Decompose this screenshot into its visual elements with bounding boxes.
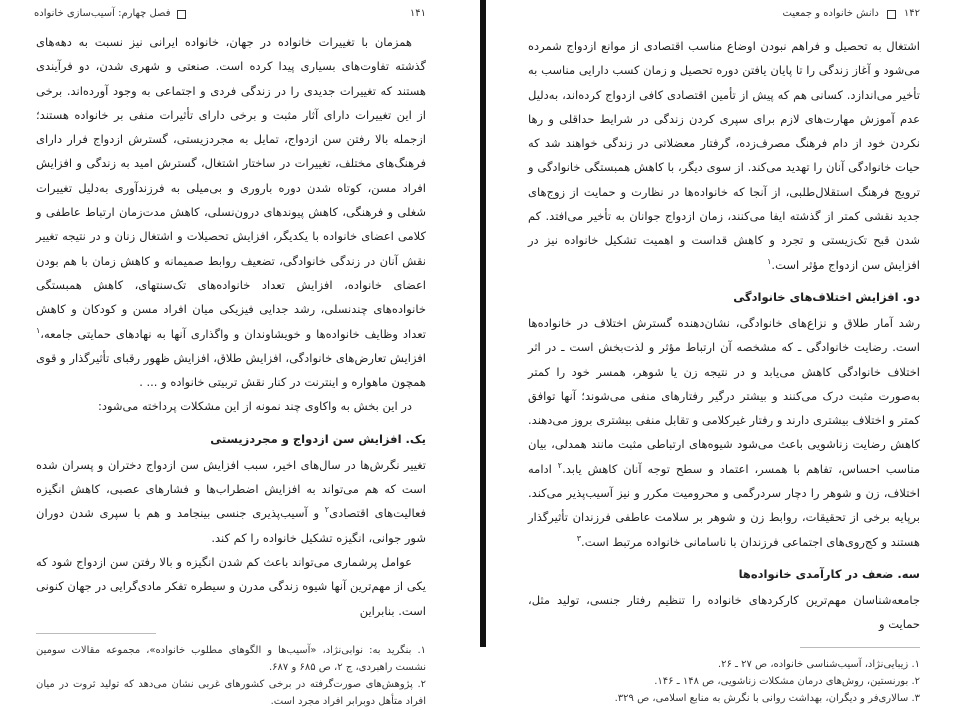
- left-running-head: فصل چهارم: آسیب‌سازی خانواده: [34, 8, 171, 19]
- right-running-head: دانش خانواده و جمعیت: [782, 8, 879, 19]
- right-paragraph-1: اشتغال به تحصیل و فراهم نبودن اوضاع مناسب اقتصادی از موانع ازدواج شمرده می‌شود و آغاز زندگی را تا پایان یافتن دوره تحصیل و زمان کسب دارایی مناسب به تأخیر می‌اندازد. کسانی هم که پیش از تأمین اقتصادی کافی ازدواج کرده‌اند، به‌دلیل عدم آموزش مهارت‌های لازم برای سپری کردن زندگی در شرایط حداقلی و رها نکردن خود از دام فرهنگ مصرف‌زده، گرفتار معضلاتی در زندگی خواهند شد که حیات خانوادگی آنان را تهدید می‌کند. از سوی دیگر، با کاهش همبستگی خانوادگی و ترویج فرهنگ استقلال‌طلبی، از آنجا که خانواده‌ها در نظارت و حمایت از زوج‌های جدید نقشی کمتر از گذشته ایفا می‌کنند، زمان ازدواج جوانان به تأخیر می‌افتد. کم شدن قبح تک‌زیستی و تجرد و کاهش قداست و اهمیت تشکیل خانواده نیز در افزایش سن ازدواج مؤثر است.$^۱$: [528, 39, 920, 272]
- right-footnote-1: ۱. زیبایی‌نژاد، آسیب‌شناسی خانواده، ص ۲۷ ـ ۲۶.: [717, 658, 920, 670]
- left-running-head-group: [34, 8, 186, 20]
- section-one-paragraph-2: عوامل پرشماری می‌تواند باعث کم شدن انگیزه و بالا رفتن سن ازدواج شود که یکی از مهم‌ترین آنها شیوه زندگی مدرن و سیطره تفکر مادی‌گرایی در جهان کنونی است. بنابراین: [36, 554, 426, 618]
- left-paragraph-1: همزمان با تغییرات خانواده در جهان، خانواده ایرانی نیز نسبت به دهه‌های گذشته تفاوت‌های بسیاری پیدا کرده است. صنعتی و شهری شدن، دو فرآیندی هستند که تغییرات جدیدی را در زندگی فردی و اجتماعی به وجود آورده‌اند. برخی از این تغییرات دارای آثار مثبت و برخی دارای تأثیرات منفی بر خانواده هستند؛ ازجمله بالا رفتن سن ازدواج، تمایل به مجردزیستی، گسترش ازدواج فرار دارای فرهنگ‌های مختلف، تغییرات در ساختار اشتغال، گسترش امید به زندگی و افزایش افراد مسن، کوتاه شدن دوره باروری و بی‌میلی به فرزندآوری به‌دلیل تغییرات شغلی و فرهنگی، کاهش پیوندهای درون‌نسلی، کاهش مدت‌زمان ارتباط عاطفی و کلامی اعضای خانواده با یکدیگر، افزایش تحصیلات و اشتغال زنان و در نتیجه تغییر نقش آنان در زندگی خانوادگی، تضعیف روابط صمیمانه و کاهش زمان با هم بودن اعضای خانواده، افزایش تعداد خانواده‌های تک‌سنتهای، کاهش همبستگی خانواده‌های چندنسلی، رشد جدایی فیزیکی میان افراد مسن و کودکان و کاهش تعداد وظایف خانواده‌ها و خویشاوندان و واگذاری آنها به نهادهای حمایتی جامعه،$^۱$ افزایش تعارض‌های خانوادگی، افزایش طلاق، افزایش ظهور رقبای تأثیرگذار و قوی همچون ماهواره و اینترنت در کنار نقش تربیتی خانواده و ... .: [36, 35, 426, 390]
- left-running-header: [34, 8, 426, 20]
- left-page-number: ۱۴۱: [409, 8, 426, 19]
- footnote-marker: ۳: [576, 533, 582, 543]
- left-footnote-1: ۱. بنگرید به: نوابی‌نژاد، «آسیب‌ها و الگوهای مطلوب خانواده»، مجموعه مقالات سومین نشست راهبردی، ج ۲، ص ۶۸۵ و ۶۸۷.: [36, 644, 426, 673]
- footnote-marker: ۱: [36, 325, 41, 335]
- footnote-marker: ۱: [767, 256, 772, 266]
- right-page-content: [528, 34, 920, 707]
- left-paragraph-2: در این بخش به واکاوی چند نمونه از این مشکلات پرداخته می‌شود:: [97, 399, 412, 414]
- section-three-paragraph: جامعه‌شناسان مهم‌ترین کارکردهای خانواده را تنظیم رفتار جنسی، تولید مثل، حمایت و: [528, 592, 920, 632]
- section-one-paragraph-1: تغییر نگرش‌ها در سال‌های اخیر، سبب افزایش سن ازدواج دختران و پسران شده است که هم می‌تواند به افزایش اضطراب‌ها و فشارهای عصبی، کاهش انگیزه فعالیت‌های اقتصادی$^۲$ و آسیب‌پذیری جنسی بینجامد و هم با سپری شدن دوران شور جوانی، انگیزه تشکیل خانواده را کم کند.: [36, 457, 426, 545]
- left-page-content: [36, 30, 426, 710]
- left-page: [0, 0, 480, 707]
- right-footnote-2: ۲. بورنستین، روش‌های درمان مشکلات زناشویی، ص ۱۴۸ ـ ۱۴۶.: [654, 675, 920, 687]
- footnote-divider: [800, 647, 920, 648]
- section-three-title: سه. ضعف در کارآمدی خانواده‌ها: [738, 566, 920, 581]
- right-running-header: [542, 8, 920, 20]
- header-square-icon: [887, 10, 896, 19]
- footnote-marker: ۲: [324, 505, 330, 515]
- header-square-icon: [177, 10, 186, 19]
- section-two-paragraph: رشد آمار طلاق و نزاع‌های خانوادگی، نشان‌دهنده گسترش اختلاف در خانواده‌ها است. رضایت خانوادگی ـ که مشخصه آن ارتباط مؤثر و لذت‌بخش است ـ در اثر اختلاف خانوادگی کاهش می‌یابد و در نتیجه زن یا شوهر، همسر خود را کمتر به‌صورت مثبت درک می‌کنند و بیشتر درگیر رفتارهای منفی می‌شوند؛ آنها توافق کمتر و اختلاف بیشتری دارند و رفتار غیرکلامی و تقابل منفی بیشتری بروز می‌دهند. کاهش رضایت زناشویی باعث می‌شود شیوه‌های ارتباطی مثبت مانند همدلی، بیان مناسب احساس، تفاهم با همسر، اعتماد و سطح توجه آنان کاهش یابد.$^۲$ ادامه اختلاف، زن و شوهر را دچار سردرگمی و محرومیت مکرر و نیز آسیب‌پذیر می‌کند. برپایه برخی از تحقیقات، روابط زن و شوهر بر سلامت عاطفی فرزندان تأثیرگذار هستند و کج‌روی‌های اجتماعی فرزندان با ناسامانی خانواده مرتبط است.$^۳$: [528, 315, 920, 549]
- footnote-divider: [36, 633, 156, 634]
- footnote-marker: ۲: [557, 460, 563, 470]
- section-one-title: یک. افزایش سن ازدواج و مجردزیستی: [210, 431, 426, 446]
- right-footnote-3: ۳. سالاری‌فر و دیگران، بهداشت روانی با نگرش به منابع اسلامی، ص ۳۲۹.: [614, 692, 920, 704]
- left-footnote-2: ۲. پژوهش‌های صورت‌گرفته در برخی کشورهای غربی نشان می‌دهد که تولید ثروت در میان افراد متأهل دوبرابر افراد مجرد است.: [36, 678, 426, 707]
- right-page-number: ۱۴۲: [903, 8, 920, 19]
- section-two-title: دو. افزایش اختلاف‌های خانوادگی: [733, 289, 920, 304]
- right-page: [486, 0, 964, 704]
